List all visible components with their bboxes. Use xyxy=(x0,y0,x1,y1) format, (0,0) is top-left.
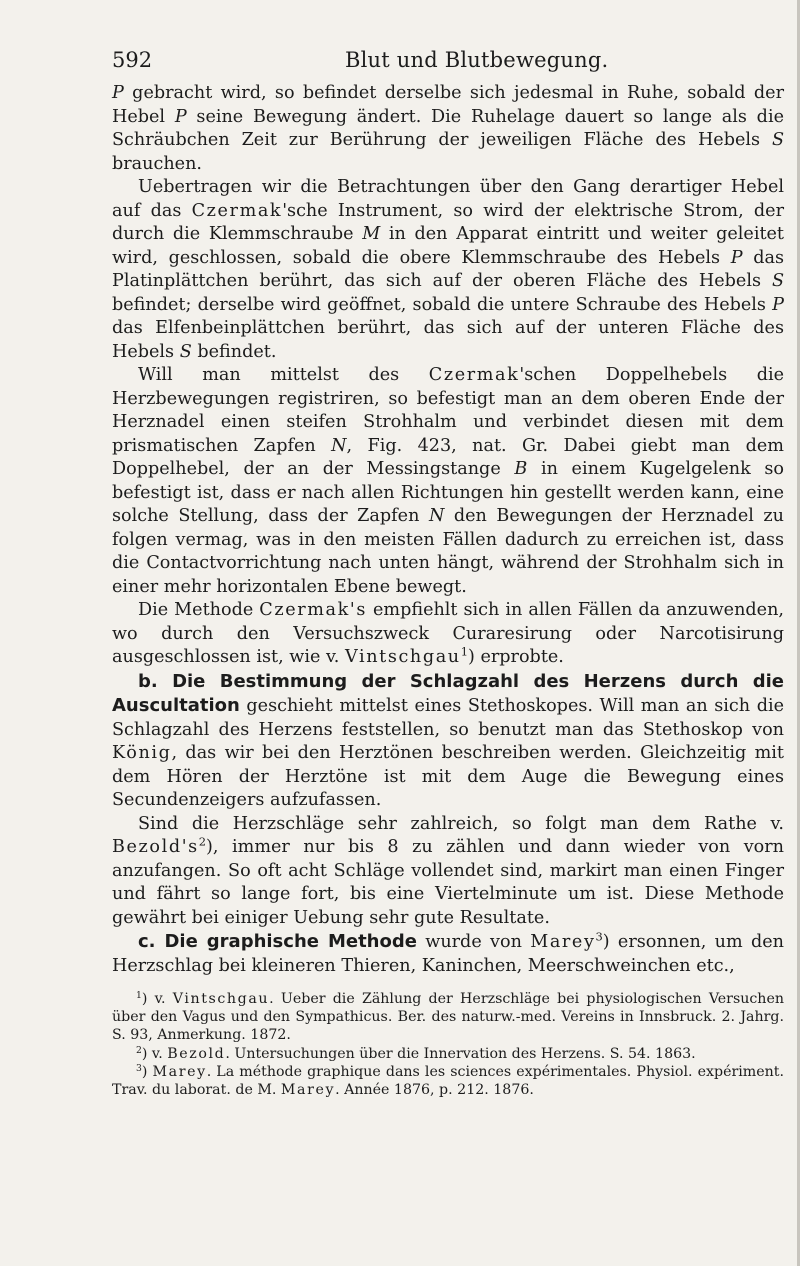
text: ) erprobte. xyxy=(468,647,564,667)
author-name: Vintschgau xyxy=(172,991,270,1007)
symbol: P xyxy=(730,247,743,268)
text: in den Apparat eintritt und weiter geleitet wird, geschlossen, sobald die obere Klemmschraube des Hebels xyxy=(112,224,784,268)
footnote-number: 1 xyxy=(136,989,142,1001)
symbol: S xyxy=(771,271,784,291)
text: das Platinplättchen berührt, das sich auf der oberen Fläche des Hebels xyxy=(112,247,784,291)
text: gebracht wird, so befindet derselbe sich jedesmal in Ruhe, sobald der Hebel xyxy=(112,83,784,127)
author-name: Marey xyxy=(152,1063,207,1080)
footnote-ref: 3 xyxy=(595,929,603,944)
page-number: 592 xyxy=(112,48,153,72)
text: . Ueber die Zählung der Herzschläge bei physiologischen Versuchen über den Vagus und den Sympathicus. Ber. des naturw.-med. Vereins in Innsbruck. 2. Jahrg. S. 93, Anmerkung. 1872. xyxy=(112,991,784,1044)
author-name: Vintschgau xyxy=(345,647,461,667)
paragraph-2 xyxy=(112,176,784,364)
symbol: N xyxy=(428,506,445,526)
paragraph-3 xyxy=(112,364,784,599)
text: brauchen. xyxy=(112,153,203,174)
text: geschieht mittelst eines Stethoskopes. Will man an sich die Schlagzahl des Herzens feststellen, so benutzt man das Stethoskop von xyxy=(112,696,784,740)
text: empfiehlt sich in allen Fällen da anzuwenden, wo durch den Versuchszweck Curaresirung oder Narcotisirung ausgeschlossen ist, wie v. xyxy=(112,600,784,667)
footnotes xyxy=(112,990,784,1099)
text: ) v. xyxy=(141,991,173,1007)
text: . Année 1876, p. 212. 1876. xyxy=(335,1082,534,1099)
footnote-1 xyxy=(112,990,784,1045)
text: den Bewegungen der Herznadel zu folgen vermag, was in den meisten Fällen dadurch zu erreichen ist, dass die Contactvorrichtung nach unten hängt, während der Strohhalm sich in einer mehr horizontalen Ebene bewegt. xyxy=(112,506,784,597)
footnote-number: 2 xyxy=(136,1044,142,1056)
section-heading: b. Die Bestimmung der Schlagzahl des Herzens durch die Auscultation xyxy=(112,670,784,716)
author-name: Czermak xyxy=(191,200,283,221)
text: . Untersuchungen über die Innervation des Herzens. S. 54. 1863. xyxy=(225,1045,696,1062)
page-header xyxy=(112,48,784,82)
text: ) ersonnen, um den Herzschlag bei kleineren Thieren, Kaninchen, Meerschweinchen etc., xyxy=(112,932,785,976)
footnote-ref: 2 xyxy=(198,834,207,849)
footnote-2 xyxy=(112,1045,784,1063)
text: Uebertragen wir die Betrachtungen über den Gang derartiger Hebel auf das xyxy=(112,177,784,221)
paragraph-6 xyxy=(112,813,784,931)
author-name: Bezold's xyxy=(112,837,199,857)
symbol: S xyxy=(179,341,192,362)
symbol: S xyxy=(771,130,784,150)
text: befindet; derselbe wird geöffnet, sobald die untere Schraube des Hebels xyxy=(112,294,773,315)
text: Sind die Herzschläge sehr zahlreich, so folgt man dem Rathe v. xyxy=(138,813,784,834)
author-name: Czermak's xyxy=(259,600,367,620)
text: wurde von xyxy=(416,932,531,952)
text: . La méthode graphique dans les sciences expérimentales. Physiol. expériment. Trav. du laborat. de M. xyxy=(112,1063,784,1099)
footnote-number: 3 xyxy=(136,1062,142,1074)
paragraph-1 xyxy=(112,82,784,176)
section-c xyxy=(112,930,784,978)
footnote-3 xyxy=(112,1063,784,1099)
author-name: Marey xyxy=(280,1082,336,1099)
text: ) v. xyxy=(141,1045,168,1062)
book-page xyxy=(112,48,784,1099)
symbol: N xyxy=(331,435,347,456)
symbol: B xyxy=(514,459,528,479)
text: befindet. xyxy=(191,341,277,362)
symbol: P xyxy=(772,294,784,315)
body-text xyxy=(112,82,784,978)
author-name: König xyxy=(112,743,172,763)
text: ), immer nur bis 8 zu zählen und dann wieder von vorn anzufangen. So oft acht Schläge vollendet sind, markirt man einen Finger und fährt so lange fort, bis eine Viertelminute um ist. Diese Methode gewährt bei einiger Uebung sehr gute Resultate. xyxy=(112,837,784,928)
text: in einem Kugelgelenk so befestigt ist, dass er nach allen Richtungen hin gestellt werden kann, eine solche Stellung, dass der Zapfen xyxy=(112,459,784,526)
section-heading: c. Die graphische Methode xyxy=(138,931,417,952)
text: seine Bewegung ändert. Die Ruhelage dauert so lange als die Schräubchen Zeit zur Berührung der jeweiligen Fläche des Hebels xyxy=(112,106,784,150)
running-head: Blut und Blutbewegung. xyxy=(345,48,609,72)
symbol: P xyxy=(112,83,124,103)
text: Die Methode xyxy=(138,600,260,620)
symbol: M xyxy=(362,224,381,244)
text: Will man mittelst des xyxy=(138,365,429,385)
symbol: P xyxy=(174,106,187,127)
text: das Elfenbeinplättchen berührt, das sich auf der unteren Fläche des Hebels xyxy=(112,318,784,362)
paragraph-4 xyxy=(112,599,784,670)
author-name: Bezold xyxy=(167,1045,226,1062)
text: , Fig. 423, nat. Gr. Dabei giebt man dem Doppelhebel, der an der Messingstange xyxy=(112,435,784,479)
author-name: Marey xyxy=(530,932,596,952)
author-name: Czermak xyxy=(428,365,520,385)
text: 'schen Doppelhebels die Herzbewegungen registriren, so befestigt man an dem oberen Ende der Herznadel einen steifen Strohhalm und verbindet diesen mit dem prismatischen Zapfen xyxy=(112,365,784,456)
text: 'sche Instrument, so wird der elektrische Strom, der durch die Klemmschraube xyxy=(112,200,784,244)
text: ) xyxy=(141,1063,153,1080)
footnote-ref: 1 xyxy=(460,644,469,659)
text: , das wir bei den Herztönen beschreiben werden. Gleichzeitig mit dem Hören der Herztöne ist mit dem Auge die Bewegung eines Secundenzeigers aufzufassen. xyxy=(112,743,784,810)
section-b xyxy=(112,670,784,813)
